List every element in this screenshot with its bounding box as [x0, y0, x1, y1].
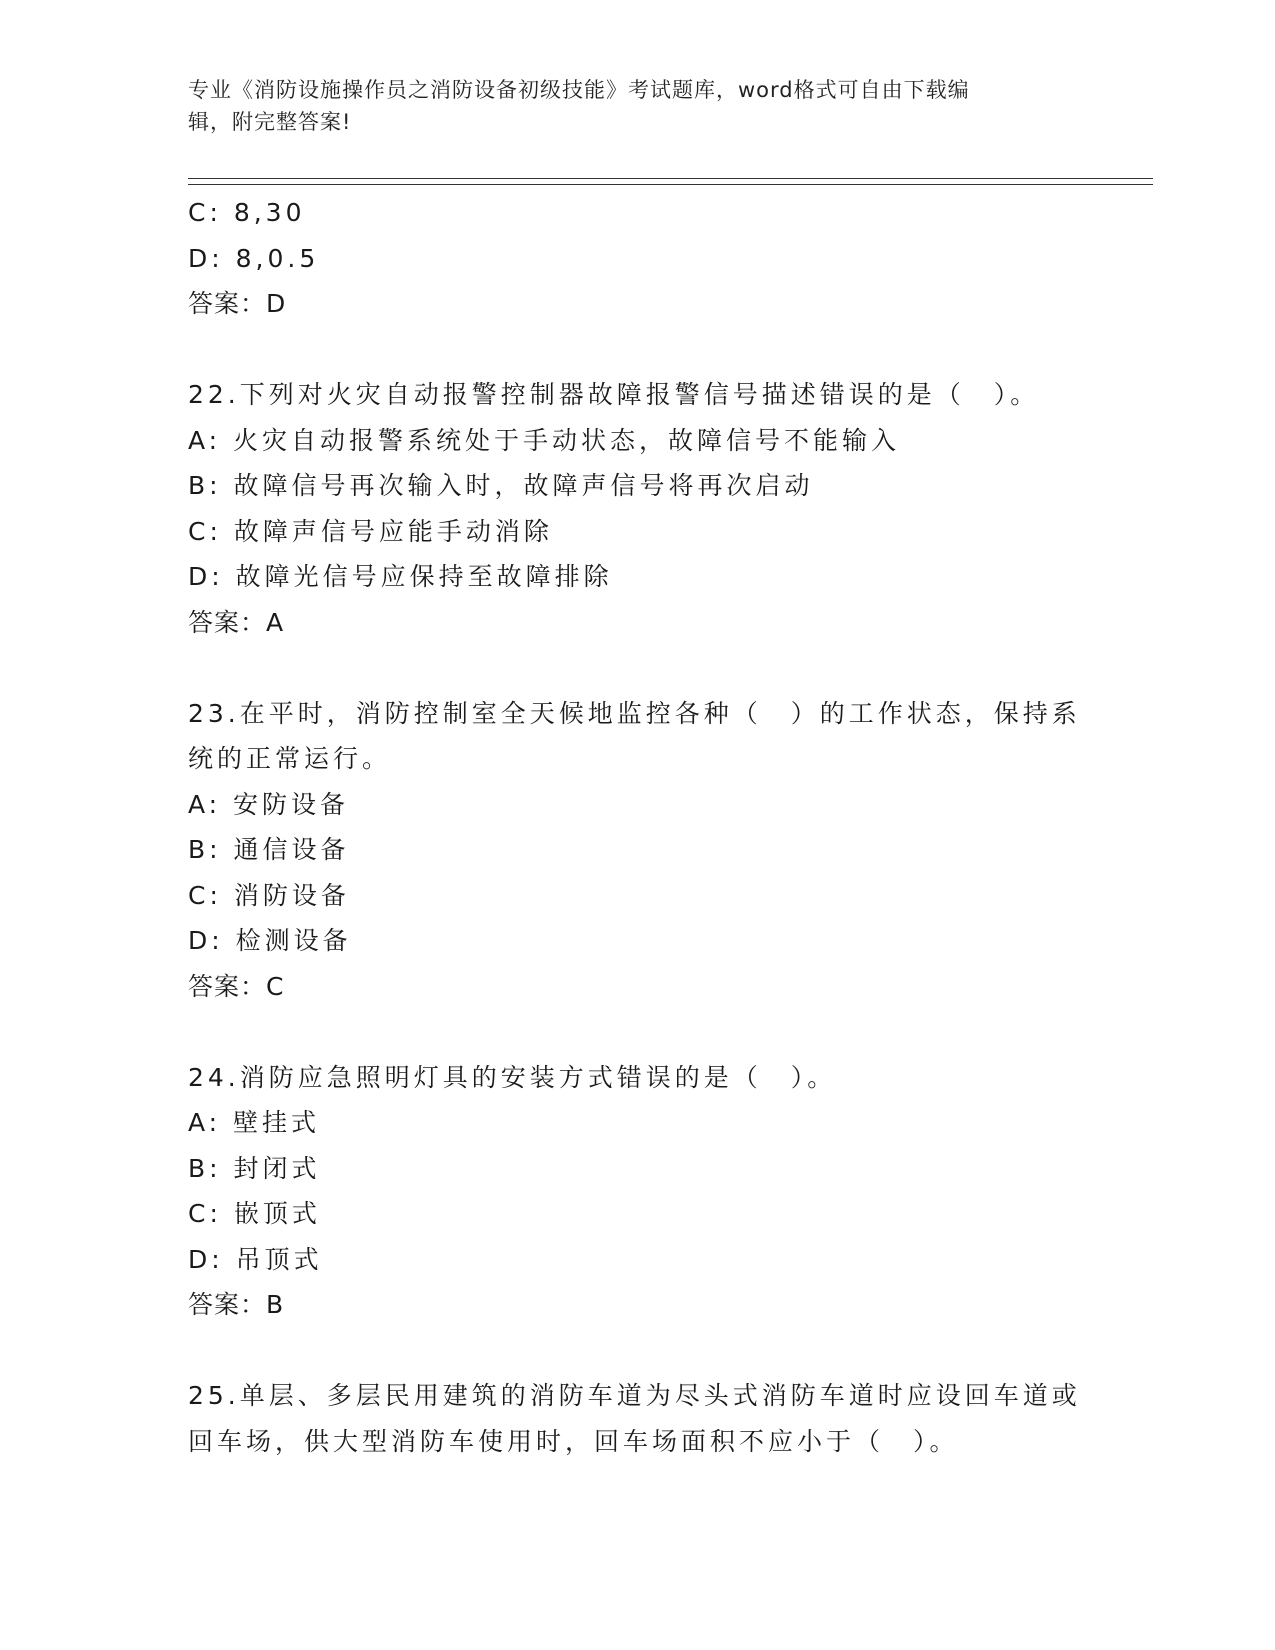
page-header	[188, 74, 1068, 138]
option-line: D: 吊顶式	[188, 1244, 323, 1274]
option-line: B: 通信设备	[188, 835, 350, 864]
answer-line: 答案：C	[188, 971, 285, 1001]
header-line-1: 专业《消防设施操作员之消防设备初级技能》考试题库，word格式可自由下载编	[188, 78, 970, 102]
option-line: C: 8,30	[188, 198, 306, 227]
question-text: 回车场，供大型消防车使用时，回车场面积不应小于（ ）。	[188, 1426, 959, 1456]
option-line: C: 嵌顶式	[188, 1199, 321, 1228]
spacer	[188, 645, 1088, 691]
question-list	[188, 190, 1088, 1464]
option-line: D: 8,0.5	[188, 243, 320, 273]
option-line: B: 故障信号再次输入时，故障声信号将再次启动	[188, 471, 814, 500]
option-line: A: 安防设备	[188, 789, 350, 819]
answer-line: 答案：D	[188, 289, 287, 318]
option-line: C: 故障声信号应能手动消除	[188, 516, 553, 546]
header-rule-bottom	[188, 184, 1153, 185]
header-line-2: 辑，附完整答案!	[188, 110, 352, 134]
option-line: B: 封闭式	[188, 1153, 321, 1183]
question-text: 23.在平时，消防控制室全天候地监控各种（ ）的工作状态，保持系	[188, 698, 1081, 728]
question-text: 25.单层、多层民用建筑的消防车道为尽头式消防车道时应设回车道或	[188, 1381, 1081, 1410]
option-line: C: 消防设备	[188, 880, 350, 910]
spacer	[188, 327, 1088, 373]
option-line: D: 故障光信号应保持至故障排除	[188, 562, 613, 591]
option-line: A: 壁挂式	[188, 1108, 321, 1137]
question-text: 统的正常运行。	[188, 744, 392, 773]
spacer	[188, 1328, 1088, 1374]
option-line: D: 检测设备	[188, 926, 352, 955]
question-text: 22.下列对火灾自动报警控制器故障报警信号描述错误的是（ ）。	[188, 380, 1040, 409]
option-line: A: 火灾自动报警系统处于手动状态，故障信号不能输入	[188, 425, 901, 455]
header-rule-top	[188, 178, 1153, 179]
answer-line: 答案：A	[188, 607, 285, 637]
question-text: 24.消防应急照明灯具的安装方式错误的是（ ）。	[188, 1062, 837, 1092]
spacer	[188, 1009, 1088, 1055]
answer-line: 答案：B	[188, 1290, 285, 1319]
